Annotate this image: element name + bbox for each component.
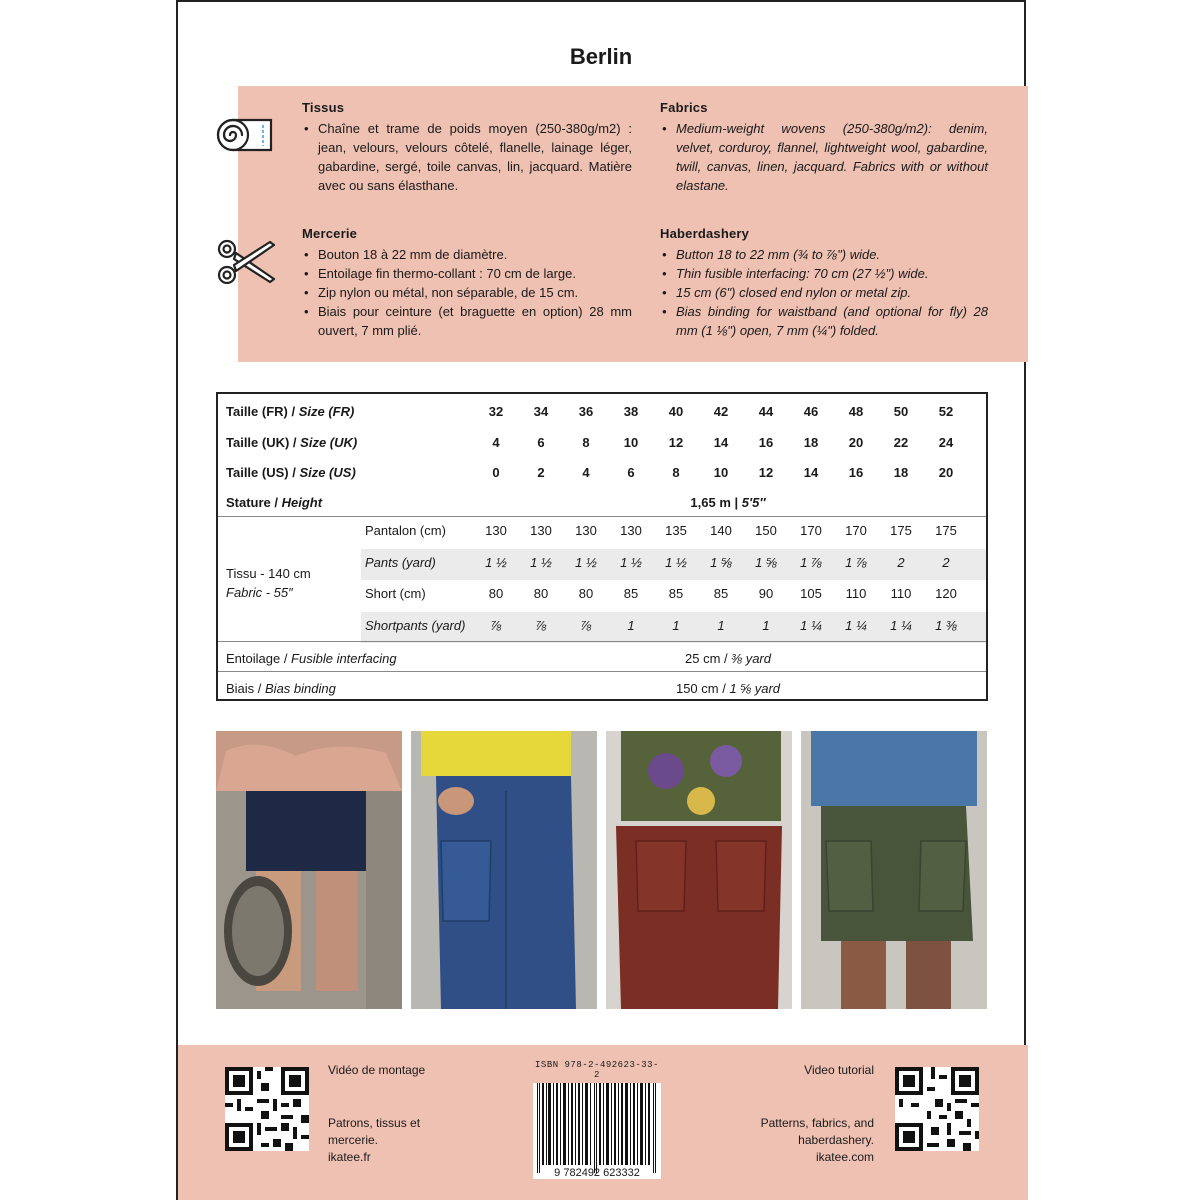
fabrics-fr-list: [302, 119, 632, 195]
fabric-cell: 1 ⅞: [845, 554, 867, 570]
fabric-cell: 1 ¼: [800, 617, 822, 633]
size-cell: 20: [938, 465, 954, 480]
fabric-cell: ⅞: [580, 617, 592, 633]
shop-en-line2: haberdashery.: [798, 1133, 874, 1147]
fabric-cell: 175: [935, 523, 957, 538]
interfacing-label: Entoilage / Fusible interfacing: [226, 651, 397, 666]
size-cell: 12: [758, 465, 774, 480]
photo-rust-pants: [606, 731, 792, 1009]
size-cell: 38: [623, 404, 639, 419]
fabric-cell: 1: [672, 617, 680, 633]
size-cell: 18: [893, 465, 909, 480]
fabric-cell: 140: [710, 523, 732, 538]
fabric-cell: 1 ⅜: [935, 617, 957, 633]
size-cell: 0: [492, 465, 500, 480]
qr-code-icon: [895, 1067, 979, 1151]
size-cell: 36: [578, 404, 594, 419]
size-cell: 18: [803, 434, 819, 450]
size-cell: 6: [537, 434, 545, 450]
fabric-cell: 85: [668, 586, 684, 601]
haberdashery-fr-heading: Mercerie: [302, 226, 358, 241]
photo-navy-shorts: [216, 731, 402, 1009]
shop-fr-line2: mercerie.: [328, 1133, 379, 1147]
list-item: • Zip nylon ou métal, non séparable, de 15 cm.: [302, 283, 632, 302]
fabric-cell: 130: [575, 523, 597, 538]
barcode-number: 9 782492 623332: [533, 1167, 661, 1179]
fabric-cell: 1 ⅝: [755, 554, 777, 570]
fabric-cell: 135: [665, 523, 687, 538]
table-divider: [218, 641, 986, 642]
fabric-cell: 85: [713, 586, 729, 601]
list-item: • Chaîne et trame de poids moyen (250-380g/m2) : jean, velours, velours côtelé, flanelle, lainage léger, gabardine, sergé, toile canvas, lin, jacquard. Matière avec ou sans élasthane.: [302, 119, 632, 195]
size-cell: 40: [668, 404, 684, 419]
fabric-cell: 150: [755, 523, 777, 538]
video-en-label: Video tutorial: [804, 1063, 874, 1077]
size-cell: 16: [758, 434, 774, 450]
fabric-cell: 1 ⅝: [710, 554, 732, 570]
size-cell: 32: [488, 404, 504, 419]
fabric-row-label: Pantalon (cm): [365, 523, 446, 538]
fabric-cell: 1: [717, 617, 725, 633]
footer-panel: [178, 1045, 1028, 1200]
interfacing-value: 25 cm / ⅜ yard: [685, 651, 771, 666]
size-cell: 46: [803, 404, 819, 419]
list-item: • Entoilage fin thermo-collant : 70 cm de large.: [302, 264, 632, 283]
barcode-bars: [533, 1083, 661, 1173]
fabric-cell: 170: [845, 523, 867, 538]
fabric-cell: ⅞: [490, 617, 502, 633]
fabric-cell: 80: [488, 586, 504, 601]
fabric-group-label: Tissu - 140 cm Fabric - 55″: [226, 566, 311, 600]
photo-green-corduroy-shorts: [801, 731, 987, 1009]
size-row-label: Taille (FR) / Size (FR): [226, 404, 355, 419]
fabric-cell: 1: [762, 617, 770, 633]
fabric-row-label: Pants (yard): [365, 554, 436, 570]
size-cell: 2: [537, 465, 545, 480]
fabric-cell: 110: [845, 586, 867, 601]
haberdashery-en-heading: Haberdashery: [660, 226, 750, 241]
fabric-cell: 130: [620, 523, 642, 538]
fabric-cell: 130: [485, 523, 507, 538]
stature-value: 1,65 m | 5′5″: [690, 495, 766, 510]
list-item: • Bouton 18 à 22 mm de diamètre.: [302, 245, 632, 264]
fabric-cell: ⅞: [535, 617, 547, 633]
size-cell: 8: [672, 465, 680, 480]
size-cell: 22: [893, 434, 909, 450]
list-item: • Thin fusible interfacing: 70 cm (27 ½") wide.: [660, 264, 988, 283]
fabrics-fr-heading: Tissus: [302, 100, 345, 115]
fabric-cell: 110: [890, 586, 912, 601]
list-item: • Bias binding for waistband (and optional for fly) 28 mm (1 ⅛") open, 7 mm (¼") folded.: [660, 302, 988, 340]
size-cell: 10: [623, 434, 639, 450]
size-table: [216, 392, 988, 701]
table-divider: [218, 671, 986, 672]
fabric-cell: 80: [533, 586, 549, 601]
fabric-roll-icon: [216, 111, 278, 159]
barcode: [533, 1060, 661, 1186]
fabric-cell: 1 ½: [485, 554, 507, 570]
size-row-label: Taille (UK) / Size (UK): [226, 434, 358, 450]
size-cell: 4: [582, 465, 590, 480]
size-cell: 44: [758, 404, 774, 419]
fabric-cell: 80: [578, 586, 594, 601]
list-item: • 15 cm (6") closed end nylon or metal zip.: [660, 283, 988, 302]
fabric-cell: 175: [890, 523, 912, 538]
bias-label: Biais / Bias binding: [226, 681, 336, 696]
size-cell: 48: [848, 404, 864, 419]
fabric-cell: 1 ½: [530, 554, 552, 570]
fabric-cell: 90: [758, 586, 774, 601]
fabric-row-label: Shortpants (yard): [365, 617, 466, 633]
size-cell: 24: [938, 434, 954, 450]
pattern-back-cover: [176, 0, 1026, 1200]
fabric-cell: 1: [627, 617, 635, 633]
size-cell: 14: [803, 465, 819, 480]
fabrics-en-heading: Fabrics: [660, 100, 708, 115]
size-cell: 14: [713, 434, 729, 450]
fabric-cell: 1 ⅞: [800, 554, 822, 570]
fabric-cell: 105: [800, 586, 822, 601]
shop-en-line1: Patterns, fabrics, and: [760, 1116, 874, 1130]
fabric-cell: 130: [530, 523, 552, 538]
list-item: • Medium-weight wovens (250-380g/m2): denim, velvet, corduroy, flannel, lightweight wool, gabardine, twill, canvas, linen, jacquard. Fabrics with or without elastane.: [660, 119, 988, 195]
fabric-cell: 85: [623, 586, 639, 601]
size-cell: 34: [533, 404, 549, 419]
shop-fr-line1: Patrons, tissus et: [328, 1116, 421, 1130]
size-cell: 20: [848, 434, 864, 450]
bias-value: 150 cm / 1 ⅝ yard: [675, 681, 781, 696]
size-cell: 52: [938, 404, 954, 419]
haberdashery-fr-list: [302, 245, 632, 340]
size-cell: 6: [627, 465, 635, 480]
site-fr-link[interactable]: ikatee.fr: [328, 1150, 371, 1164]
fabric-cell: 170: [800, 523, 822, 538]
size-cell: 12: [668, 434, 684, 450]
size-cell: 50: [893, 404, 909, 419]
table-divider: [218, 516, 986, 517]
isbn-text: ISBN 978-2-492623-33-2: [535, 1060, 659, 1080]
fabric-cell: 2: [897, 554, 905, 570]
page-title: Berlin: [569, 44, 633, 69]
site-en-link[interactable]: ikatee.com: [815, 1150, 874, 1164]
haberdashery-en-list: [660, 245, 988, 340]
size-cell: 16: [848, 465, 864, 480]
qr-code-icon: [225, 1067, 309, 1151]
fabric-cell: 1 ¼: [845, 617, 867, 633]
list-item: • Biais pour ceinture (et braguette en option) 28 mm ouvert, 7 mm plié.: [302, 302, 632, 340]
scissors-icon: [216, 237, 278, 287]
list-item: • Button 18 to 22 mm (¾ to ⅞") wide.: [660, 245, 988, 264]
photo-denim-pants: [411, 731, 597, 1009]
size-cell: 4: [492, 434, 500, 450]
fabric-cell: 1 ½: [665, 554, 687, 570]
fabric-cell: 2: [942, 554, 950, 570]
fabric-row-label: Short (cm): [365, 586, 426, 601]
size-cell: 10: [713, 465, 729, 480]
video-fr-label: Vidéo de montage: [328, 1063, 426, 1077]
fabric-cell: 1 ½: [575, 554, 597, 570]
fabrics-en-list: [660, 119, 988, 195]
fabric-cell: 1 ¼: [890, 617, 912, 633]
fabric-cell: 120: [935, 586, 957, 601]
fabric-cell: 1 ½: [620, 554, 642, 570]
size-cell: 8: [582, 434, 590, 450]
size-row-label: Taille (US) / Size (US): [226, 465, 356, 480]
stature-label: Stature / Height: [226, 495, 323, 510]
size-cell: 42: [713, 404, 729, 419]
